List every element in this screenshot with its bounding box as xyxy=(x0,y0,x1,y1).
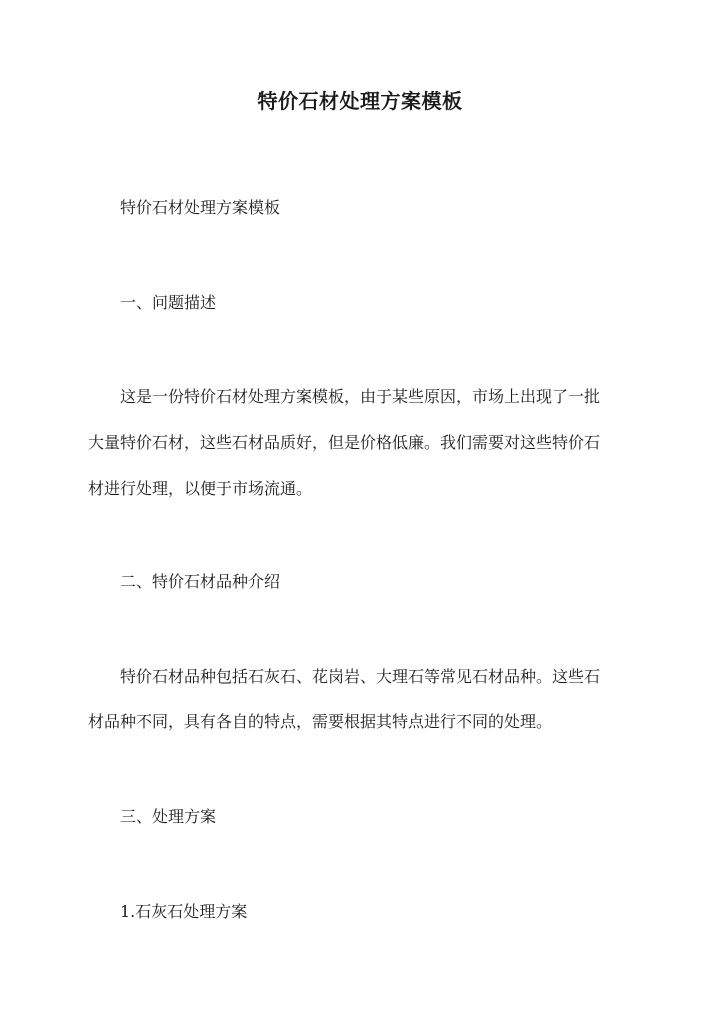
section-heading-problem: 一、问题描述 xyxy=(120,293,217,312)
paragraph-line: 这是一份特价石材处理方案模板，由于某些原因，市场上出现了一批 xyxy=(120,387,601,406)
paragraph-line: 材品种不同，具有各自的特点，需要根据其特点进行不同的处理。 xyxy=(88,712,553,731)
list-item-limestone: 1.石灰石处理方案 xyxy=(120,902,248,921)
document-subtitle: 特价石材处理方案模板 xyxy=(120,198,281,217)
document-title: 特价石材处理方案模板 xyxy=(257,89,463,113)
paragraph-line: 材进行处理，以便于市场流通。 xyxy=(88,479,313,498)
section-heading-varieties: 二、特价石材品种介绍 xyxy=(120,572,281,591)
paragraph-line: 特价石材品种包括石灰石、花岗岩、大理石等常见石材品种。这些石 xyxy=(120,667,601,686)
section-heading-plan: 三、处理方案 xyxy=(120,807,217,826)
paragraph-line: 大量特价石材，这些石材品质好，但是价格低廉。我们需要对这些特价石 xyxy=(88,433,601,452)
